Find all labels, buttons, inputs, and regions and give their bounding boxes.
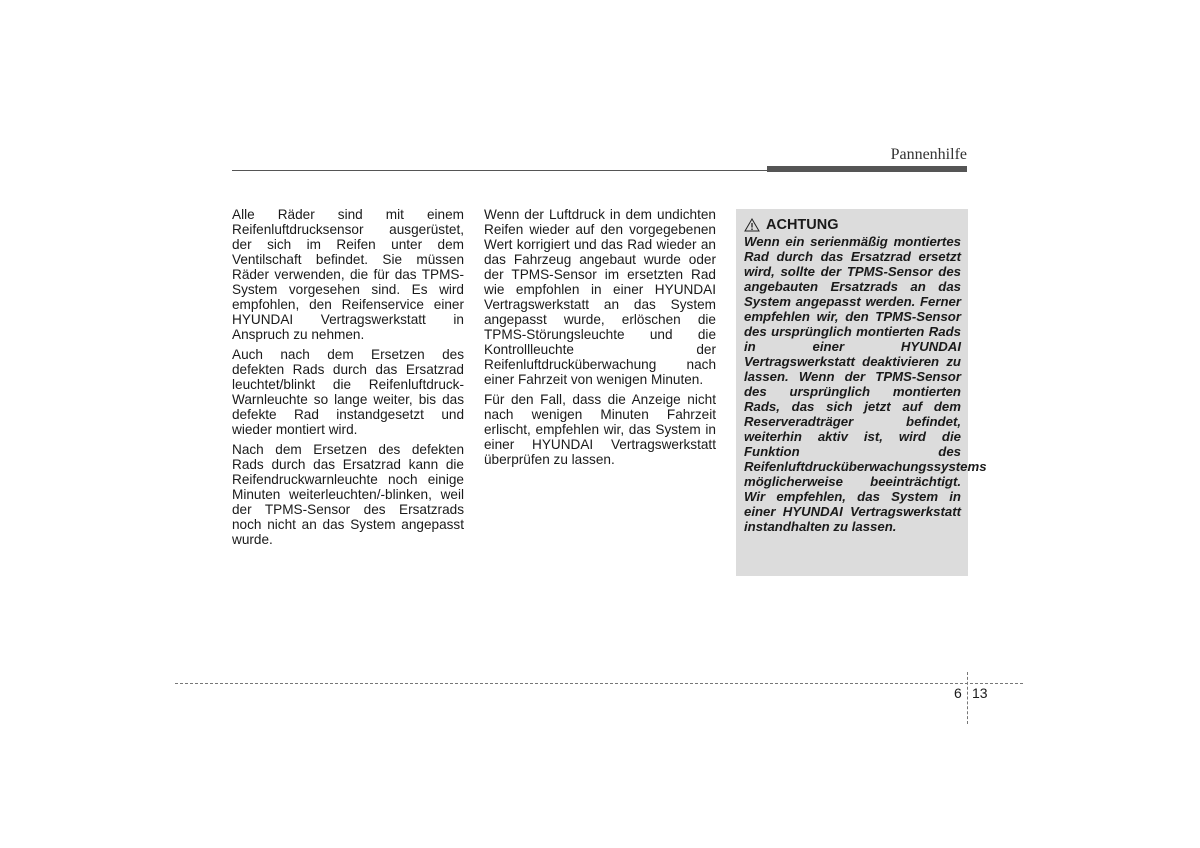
paragraph: Alle Räder sind mit einem Reifenluftdrucksensor ausgerüstet, der sich im Reifen unter dem Ventilschaft befindet. Sie müssen Räder verwenden, die für das TPMS-System vorgesehen sind. Es wird empfohlen, den Reifenservice einer HYUNDAI Vertragswerkstatt in Anspruch zu nehmen. — [232, 207, 464, 342]
paragraph: Auch nach dem Ersetzen des defekten Rads durch das Ersatzrad leuchtet/blinkt die Reifenluftdruck-Warnleuchte so lange weiter, bis das defekte Rad instandgesetzt und wieder montiert wird. — [232, 347, 464, 437]
footer-rule — [175, 683, 1023, 684]
warning-header — [744, 217, 961, 233]
section-title: Pannenhilfe — [890, 146, 967, 163]
text-column-middle — [484, 207, 716, 472]
page-number: 13 — [972, 685, 988, 701]
warning-text: Wenn ein serienmäßig montiertes Rad durch das Ersatzrad ersetzt wird, sollte der TPMS-Sensor des angebauten Ersatzrads an das System angepasst werden. Ferner empfehlen wir, den TPMS-Sensor des ursprünglich montierten Rads in einer HYUNDAI Vertragswerkstatt deaktivieren zu lassen. Wenn der TPMS-Sensor des ursprünglich montierten Rads, das sich jetzt auf dem Reserveradträger befindet, weiterhin aktiv ist, wird die Funktion des Reifenluftdrucküberwachungssystems möglicherweise beeinträchtigt. Wir empfehlen, das System in einer HYUNDAI Vertragswerkstatt instandhalten zu lassen. — [744, 234, 987, 534]
warning-box — [736, 209, 987, 576]
chapter-number: 6 — [954, 685, 962, 701]
warning-title: ACHTUNG — [766, 217, 839, 233]
paragraph: Nach dem Ersetzen des defekten Rads durch das Ersatzrad kann die Reifendruckwarnleuchte noch einige Minuten weiterleuchten/-blinken, weil der TPMS-Sensor des Ersatzrads noch nicht an das System angepasst wurde. — [232, 442, 464, 547]
paragraph: Für den Fall, dass die Anzeige nicht nach wenigen Minuten Fahrzeit erlischt, empfehlen wir, das System in einer HYUNDAI Vertragswerkstatt überprüfen zu lassen. — [484, 392, 716, 467]
text-column-left — [232, 207, 464, 552]
footer-divider — [967, 672, 968, 724]
warning-triangle-icon — [744, 218, 760, 232]
paragraph: Wenn der Luftdruck in dem undichten Reifen wieder auf den vorgegebenen Wert korrigiert und das Rad wieder an das Fahrzeug angebaut wurde oder der TPMS-Sensor im ersetzten Rad wie empfohlen in einer HYUNDAI Vertragswerkstatt an das System angepasst wurde, erlöschen die TPMS-Störungsleuchte und die Kontrollleuchte der Reifenluftdrucküberwachung nach einer Fahrzeit von wenigen Minuten. — [484, 207, 716, 387]
header-bar — [767, 166, 967, 172]
